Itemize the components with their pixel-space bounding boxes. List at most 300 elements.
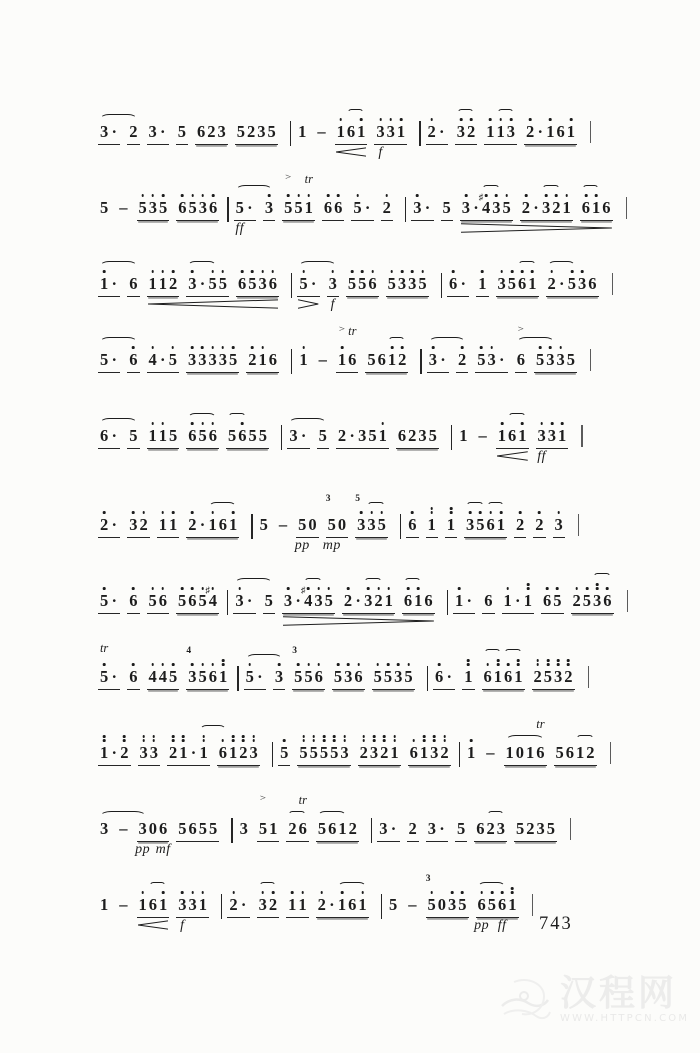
note-digit: 3 <box>148 198 157 217</box>
note-digit: 5 <box>299 274 308 293</box>
note-digit: · <box>355 591 361 610</box>
octave-dot <box>467 663 470 666</box>
octave-dots <box>546 586 549 591</box>
note-token <box>109 591 119 611</box>
note-digit: 2 <box>374 591 383 610</box>
note-token <box>497 274 507 294</box>
octave-dot <box>242 739 245 742</box>
dynamic-label: mp <box>322 538 341 553</box>
final-barline <box>627 590 628 612</box>
music-system <box>95 641 615 720</box>
note-token <box>218 743 228 763</box>
octave-dot <box>505 194 508 197</box>
octave-dot <box>480 346 483 349</box>
octave-dots <box>486 662 489 667</box>
beam-group <box>147 591 170 614</box>
octave-dots <box>430 117 433 122</box>
sharp-icon: ♯ <box>205 585 211 595</box>
note-digit: 6 <box>476 819 485 838</box>
note-token <box>464 591 474 611</box>
octave-dots <box>317 662 320 667</box>
note-digit: 4 <box>482 198 491 217</box>
octave-dots <box>181 193 184 198</box>
note-digit: · <box>537 122 544 141</box>
beam-group <box>406 515 418 538</box>
note-token <box>444 667 454 687</box>
note-token <box>128 591 138 611</box>
octave-dots <box>151 586 154 591</box>
beam-group <box>147 274 180 297</box>
barline <box>447 590 448 615</box>
octave-dots <box>172 734 175 743</box>
note-token <box>283 172 293 218</box>
note-digit: 3 <box>448 895 457 914</box>
measure <box>430 645 585 720</box>
note-token <box>239 819 249 839</box>
octave-dots <box>172 345 175 350</box>
note-token <box>491 198 501 218</box>
octave-dot <box>546 587 549 590</box>
note-digit: 5 <box>567 274 577 293</box>
octave-dots <box>470 738 473 743</box>
octave-dots <box>320 890 323 895</box>
beam-group <box>137 819 170 842</box>
final-barline <box>570 818 571 840</box>
note-token <box>413 591 423 611</box>
octave-dot <box>103 587 106 590</box>
octave-dots <box>103 586 106 591</box>
octave-dot <box>430 891 433 894</box>
beam-group <box>282 585 335 614</box>
octave-dot <box>302 270 305 273</box>
octave-dot <box>327 194 330 197</box>
note-token <box>486 515 496 535</box>
octave-dots <box>181 890 184 895</box>
grace-note: 5 <box>355 494 361 504</box>
note-token <box>447 895 457 915</box>
note-token <box>333 667 343 687</box>
beam-group <box>336 426 389 449</box>
note-digit: 3 <box>178 895 187 914</box>
note-digit: 3 <box>149 743 158 762</box>
accent-mark: > <box>517 324 525 334</box>
note-token <box>347 274 357 294</box>
note-digit: 5 <box>198 426 207 445</box>
slur-arc <box>518 261 536 271</box>
note-digit: 3 <box>129 515 138 534</box>
octave-dots <box>501 421 504 426</box>
note-token <box>258 350 268 370</box>
note-digit: 1 <box>576 743 585 762</box>
octave-dots <box>411 510 414 515</box>
note-token <box>566 350 576 370</box>
note-token <box>158 198 168 218</box>
octave-dot <box>261 270 264 273</box>
note-token <box>168 350 178 370</box>
measure <box>95 252 289 327</box>
slur-arc <box>388 337 406 347</box>
note-token <box>346 122 356 142</box>
octave-dot <box>361 270 364 273</box>
note-digit: 2 <box>288 819 297 838</box>
note-digit: 2 <box>268 895 278 914</box>
octave-dot <box>172 735 175 738</box>
octave-dots <box>297 193 300 198</box>
note-digit: 2 <box>521 198 531 217</box>
note-digit: 5 <box>389 895 398 914</box>
note-digit: 1 <box>100 274 109 293</box>
note-digit: 3 <box>358 426 367 445</box>
slur-arc <box>100 337 137 347</box>
dynamic-label: pp <box>294 538 310 553</box>
beam-group <box>496 274 539 297</box>
note-token <box>367 426 377 446</box>
octave-dot <box>103 663 106 666</box>
note-token <box>234 591 244 611</box>
beam-group <box>476 274 488 297</box>
watermark-text <box>560 972 690 1024</box>
note-digit: 3 <box>496 819 506 838</box>
beam-group <box>258 515 270 537</box>
note-token <box>531 198 541 218</box>
note-token <box>554 515 564 535</box>
note-digit: 3 <box>188 274 197 293</box>
note-digit: 6 <box>508 426 517 445</box>
note-digit: 5 <box>178 819 187 838</box>
octave-dots <box>202 193 205 198</box>
hairpin-crescendo <box>336 147 367 157</box>
beam-group <box>278 743 290 766</box>
note-digit: 5 <box>209 819 218 838</box>
note-digit: 5 <box>169 426 178 445</box>
note-digit: 1 <box>158 515 167 534</box>
octave-dot <box>323 735 326 738</box>
grace-note: 3 <box>425 874 431 884</box>
barline <box>371 818 372 843</box>
note-token <box>487 350 497 370</box>
note-token <box>387 350 397 370</box>
watermark <box>494 968 689 1030</box>
note-digit: 5 <box>404 667 413 686</box>
beam-group <box>127 426 139 449</box>
octave-dot <box>500 270 503 273</box>
note-token <box>496 819 506 839</box>
note-digit: 1 <box>464 667 473 686</box>
beam-group <box>441 198 453 221</box>
beam-group <box>534 350 577 373</box>
note-token <box>138 895 148 915</box>
octave-dots <box>465 193 468 198</box>
octave-dot <box>222 270 225 273</box>
final-barline <box>612 273 613 295</box>
beam-group <box>296 515 319 538</box>
note-token <box>423 198 433 218</box>
note-token <box>158 895 168 915</box>
octave-dot <box>201 663 204 666</box>
slur-arc <box>299 261 336 271</box>
octave-dots <box>570 117 573 122</box>
beam-group <box>402 591 435 614</box>
note-token <box>236 122 246 142</box>
note-token <box>258 274 268 294</box>
measure <box>444 252 609 327</box>
note-token <box>563 667 573 687</box>
note-token <box>378 819 388 839</box>
note-token <box>138 198 148 218</box>
note-digit: · <box>159 350 166 369</box>
octave-dot <box>333 739 336 742</box>
beam-group <box>98 819 110 841</box>
beam-group <box>176 122 188 145</box>
note-token <box>327 819 337 839</box>
octave-dot <box>557 659 560 662</box>
note-digit: 3 <box>138 819 147 838</box>
note-digit: 2 <box>129 122 138 141</box>
octave-dot <box>132 587 135 590</box>
octave-dot <box>432 346 435 349</box>
octave-dot <box>527 583 530 586</box>
beam-group <box>332 667 365 690</box>
note-token <box>477 895 487 915</box>
dynamic-label: ff <box>235 221 245 236</box>
octave-dot <box>379 118 382 121</box>
barline <box>291 273 292 298</box>
note-digit: 5 <box>543 667 553 686</box>
beam-group <box>147 350 180 373</box>
measure <box>454 404 578 479</box>
beam-group <box>238 819 250 841</box>
note-token <box>293 198 303 218</box>
note-token <box>557 274 567 294</box>
note-digit: 1 <box>562 198 571 217</box>
octave-dot <box>461 346 464 349</box>
note-digit: 6 <box>556 122 565 141</box>
note-token <box>245 667 255 687</box>
octave-dot <box>606 587 609 590</box>
note-digit: 1 <box>546 122 555 141</box>
note-token <box>483 667 493 687</box>
note-token <box>458 274 468 294</box>
note-token <box>274 667 284 687</box>
note-digit: 5 <box>208 274 217 293</box>
note-token <box>485 743 495 763</box>
note-token <box>458 426 468 446</box>
slur-arc <box>288 811 306 821</box>
note-token <box>109 667 119 687</box>
octave-dot <box>202 739 205 742</box>
octave-dots <box>343 734 346 743</box>
note-digit: · <box>111 743 117 762</box>
note-token <box>601 198 611 218</box>
beam-group <box>98 350 120 373</box>
octave-dots <box>511 269 514 274</box>
octave-dot <box>423 735 426 738</box>
note-token <box>485 122 495 142</box>
note-digit: 2 <box>533 667 542 686</box>
note-digit: 6 <box>100 426 109 445</box>
octave-dots <box>416 193 419 198</box>
octave-dots <box>489 117 492 122</box>
note-digit: 5 <box>148 591 157 610</box>
octave-dot <box>393 735 396 738</box>
note-digit: 5 <box>188 198 197 217</box>
note-token <box>297 515 307 535</box>
octave-dot <box>151 270 154 273</box>
note-digit: 1 <box>467 743 476 762</box>
note-digit: 1 <box>199 743 208 762</box>
note-digit: 6 <box>188 819 197 838</box>
note-token <box>497 895 507 915</box>
beam-group <box>296 122 308 144</box>
barline <box>381 894 382 919</box>
note-digit: 4 <box>148 667 157 686</box>
note-digit: 5 <box>377 515 386 534</box>
hairpin-crescendo <box>138 920 169 930</box>
note-digit: 1 <box>459 426 468 445</box>
slur-arc <box>508 413 526 423</box>
octave-dots <box>341 345 344 350</box>
note-digit: 2 <box>526 122 535 141</box>
note-token <box>168 667 178 687</box>
hairpin-diminuendo <box>461 223 612 233</box>
dynamic-label: ff <box>497 918 507 933</box>
octave-dot <box>232 735 235 738</box>
note-token <box>148 198 158 218</box>
final-barline <box>626 197 627 219</box>
octave-dots <box>222 738 225 743</box>
note-digit: 1 <box>169 515 178 534</box>
note-digit: 6 <box>188 591 197 610</box>
note-token <box>428 426 438 446</box>
note-digit: · <box>199 274 206 293</box>
beam-group <box>186 350 239 373</box>
slur-arc <box>367 502 385 512</box>
beam-group <box>176 819 219 842</box>
slur-arc <box>364 578 382 588</box>
octave-dot <box>507 663 510 666</box>
octave-dot <box>407 663 410 666</box>
note-token <box>249 743 259 763</box>
note-digit: 1 <box>148 426 157 445</box>
note-digit: 6 <box>197 122 206 141</box>
octave-dot <box>181 587 184 590</box>
note-digit: · <box>111 122 117 141</box>
note-token <box>247 274 257 294</box>
beam-group <box>520 198 573 221</box>
note-token <box>237 274 247 294</box>
note-digit: 2 <box>552 198 561 217</box>
beam-group <box>227 895 249 918</box>
beam-group <box>157 515 180 538</box>
note-digit: 2 <box>337 426 347 445</box>
note-token <box>177 198 187 218</box>
note-digit: 5 <box>178 591 187 610</box>
slur-arc <box>304 578 322 588</box>
note-token <box>187 274 197 294</box>
note-digit: 5 <box>487 895 497 914</box>
octave-dot <box>251 346 254 349</box>
note-token <box>148 426 158 446</box>
trill-mark: tr <box>536 717 545 731</box>
octave-dots <box>567 658 570 667</box>
octave-dot <box>443 735 446 738</box>
octave-dot <box>283 739 286 742</box>
octave-dot <box>452 270 455 273</box>
octave-dots <box>333 734 336 743</box>
note-token <box>542 591 552 611</box>
measure <box>95 641 235 720</box>
beam-group <box>477 426 489 448</box>
note-digit: 6 <box>498 895 507 914</box>
note-digit: · <box>424 198 431 217</box>
barline <box>420 349 421 374</box>
note-digit: 3 <box>547 426 557 445</box>
note-token <box>487 895 497 915</box>
octave-dots <box>162 193 165 198</box>
beam-group <box>127 350 139 373</box>
note-token <box>237 426 247 446</box>
note-token <box>309 743 319 763</box>
note-digit: 2 <box>247 122 256 141</box>
note-digit: 2 <box>169 274 178 293</box>
octave-dots <box>389 117 392 122</box>
accent-mark: > <box>285 172 292 182</box>
octave-dots <box>586 586 589 591</box>
octave-dots <box>506 586 509 591</box>
beam-group <box>98 591 120 614</box>
octave-dot <box>232 346 235 349</box>
note-digit: 6 <box>129 274 138 293</box>
note-digit: 4 <box>158 667 167 686</box>
beam-group <box>445 515 457 538</box>
octave-dot <box>162 587 165 590</box>
note-token <box>437 122 447 142</box>
octave-dots <box>182 734 185 743</box>
note-token <box>139 515 149 535</box>
beam-group <box>137 895 170 918</box>
note-token <box>158 274 168 294</box>
note-token <box>357 895 367 915</box>
measure <box>275 721 457 796</box>
beam-group <box>365 350 408 373</box>
note-digit: 5 <box>236 122 245 141</box>
octave-dots <box>191 510 194 515</box>
barline <box>419 121 420 146</box>
note-digit: 3 <box>369 743 379 762</box>
note-digit: 6 <box>518 274 527 293</box>
music-system <box>95 100 615 175</box>
note-token <box>188 819 198 839</box>
note-digit: 6 <box>477 895 486 914</box>
note-token <box>303 667 313 687</box>
octave-dots <box>376 662 379 667</box>
note-digit: · <box>460 274 467 293</box>
note-token <box>497 350 507 370</box>
octave-dots <box>596 582 599 591</box>
note-digit: 5 <box>347 274 357 293</box>
note-token <box>496 515 506 535</box>
music-system <box>95 404 615 479</box>
note-token <box>552 591 562 611</box>
note-digit: 5 <box>387 274 396 293</box>
note-token <box>515 819 525 839</box>
octave-dot <box>331 270 334 273</box>
octave-dots <box>337 193 340 198</box>
note-token <box>197 350 207 370</box>
music-system <box>95 493 615 568</box>
music-system <box>95 252 615 327</box>
beam-group <box>457 426 469 448</box>
